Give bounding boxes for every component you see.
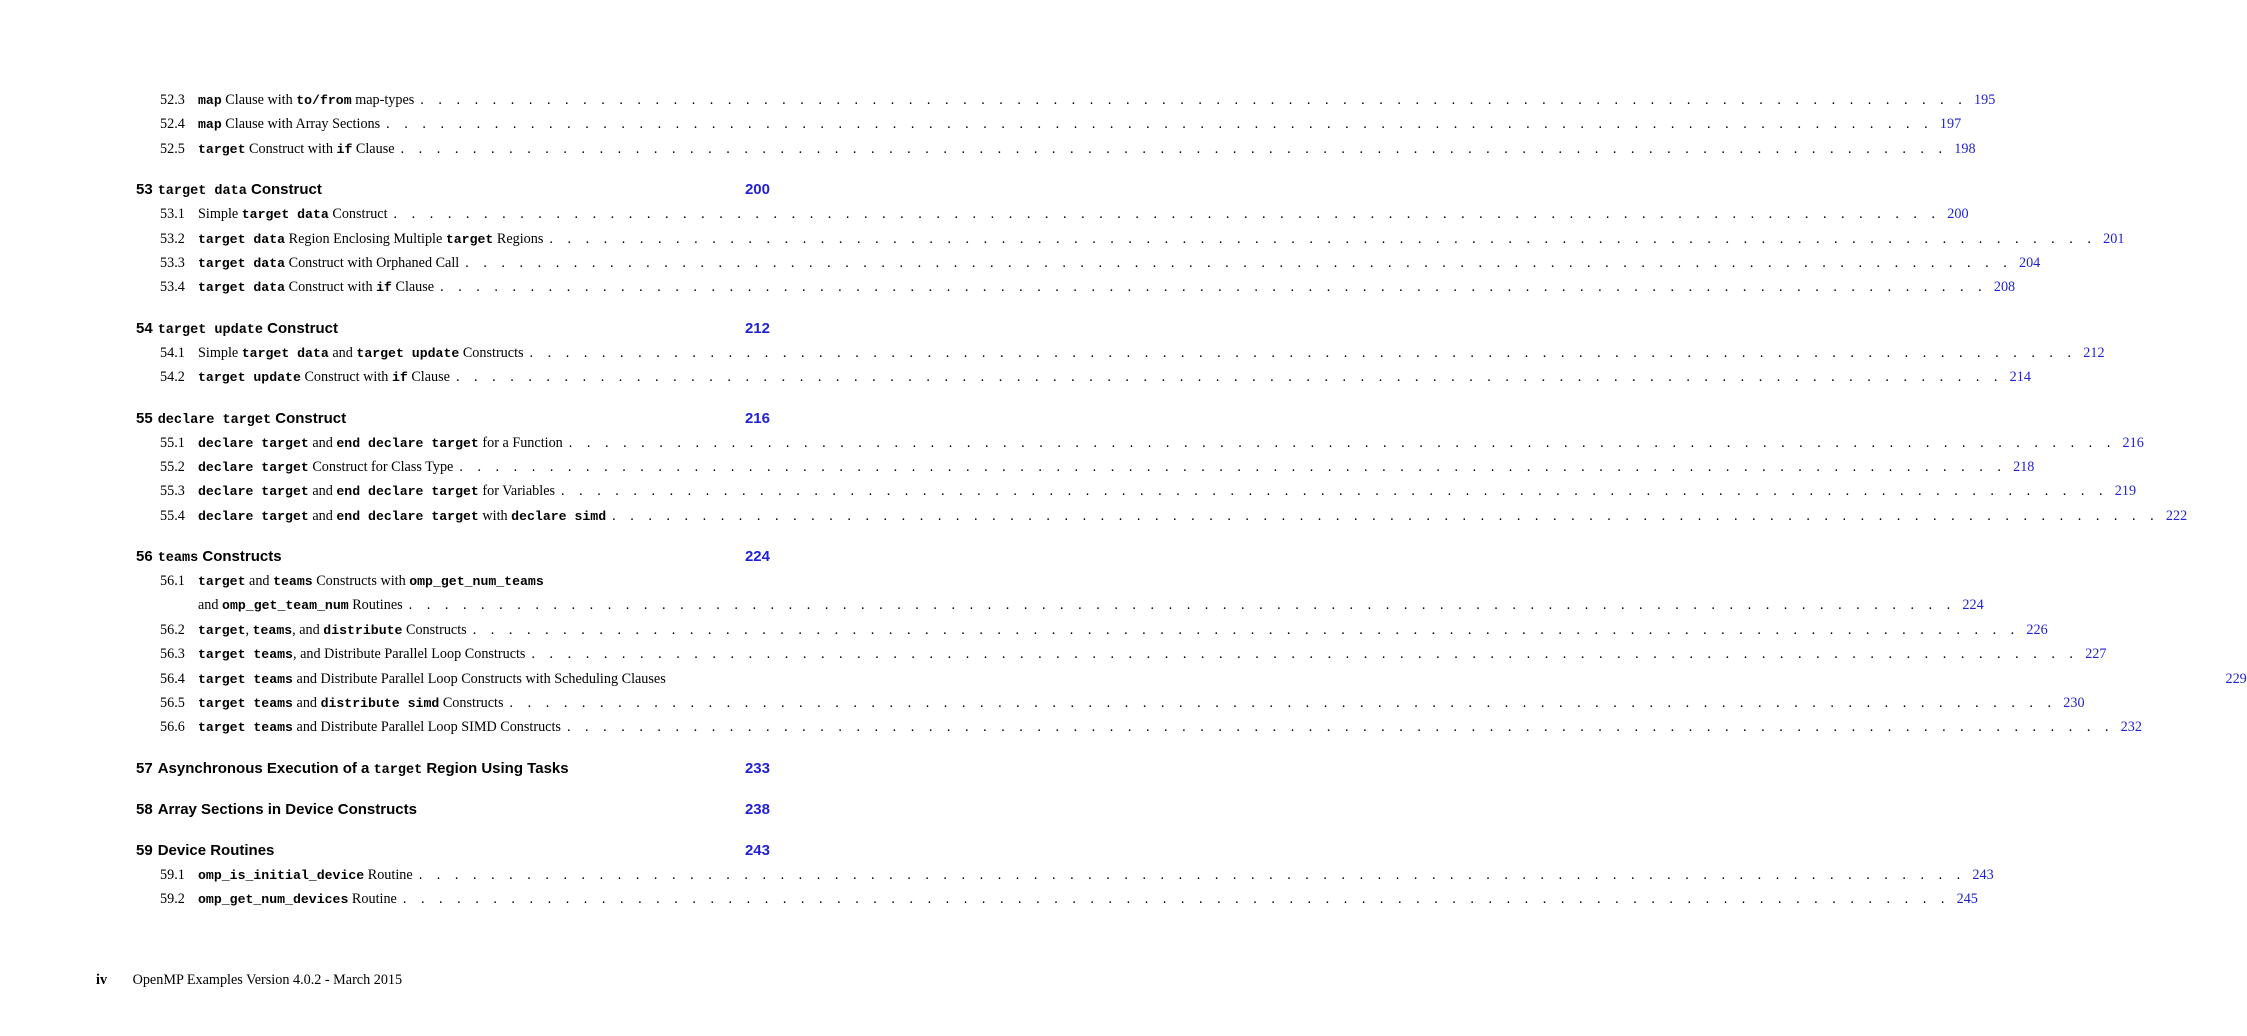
dot-leader: . . . . . . . . . . . . . . . . . . . . . . . . . . . . . . . . . . . . . . . . . . . . . . . . . . . . . . . . . . . . . . . . . . . . . . . . . . . . . . . . . . . . . . [549,230,2097,247]
page-number-link[interactable]: 226 [2026,621,2048,638]
toc-section-entry[interactable] [136,887,1978,911]
title-text: Construct with [285,279,377,296]
toc-section-entry[interactable] [136,88,1996,112]
code-term: if [336,141,353,157]
dot-leader: . . . . . . . . . . . . . . . . . . . . . . . . . . . . . . . . . . . . . . . . . . . . . . . . . . . . . . . . . . . . . . . . . . . . . . . . . . . . . . . . . . . . . . [566,719,2114,736]
toc-chapter-entry[interactable] [136,406,770,431]
dot-leader: . . . . . . . . . . . . . . . . . . . . . . . . . . . . . . . . . . . . . . . . . . . . . . . . . . . . . . . . . . . . . . . . . . . . . . . . . . . . . . . . . . . . . . [531,646,2079,663]
section-number: 55.1 [160,434,185,451]
section-number: 52.3 [160,92,185,108]
section-number: 53.1 [160,206,185,223]
page-number-link[interactable]: 200 [1947,206,1969,223]
title-text: Construct [271,409,347,427]
section-title[interactable] [198,137,395,162]
title-text: Constructs [402,621,467,638]
code-term: target update [198,370,301,386]
toc-section-entry[interactable] [136,202,1969,226]
dot-leader: . . . . . . . . . . . . . . . . . . . . . . . . . . . . . . . . . . . . . . . . . . . . . . . . . . . . . . . . . . . . . . . . . . . . . . . . . . . . . . . . . . . . . . [440,279,1988,296]
toc-chapter-entry[interactable] [136,797,770,822]
title-text: and [308,434,337,451]
chapter-number: 55 [136,409,153,427]
toc-section-entry[interactable] [136,479,2137,503]
toc-section-entry[interactable] [136,251,2041,275]
chapter-title[interactable] [158,756,745,783]
toc-section-entry[interactable] [136,618,2048,642]
title-text: Region Enclosing Multiple [285,230,446,247]
section-number: 54.1 [160,344,185,361]
chapter-title[interactable] [158,544,745,571]
page-number-link[interactable]: 232 [2120,719,2142,736]
code-term: teams [252,622,293,638]
section-number: 53.2 [160,230,185,247]
toc-section-entry[interactable] [136,667,2247,691]
page-number-link[interactable]: 230 [2063,695,2085,712]
page-number-link[interactable]: 201 [2103,230,2125,247]
code-term: omp_get_num_teams [409,574,544,590]
code-term: if [391,370,408,386]
toc-chapter-entry[interactable] [136,544,770,569]
chapter-page-link[interactable]: 212 [744,319,770,337]
title-text: Construct with Orphaned Call [285,254,460,271]
code-term: teams [273,574,313,590]
page-number-link[interactable]: 195 [1974,92,1996,108]
toc-section-entry[interactable] [136,341,2105,365]
toc-section-entry[interactable] [136,275,2016,299]
chapter-page-link[interactable]: 243 [744,841,770,859]
section-number: 56.4 [160,670,185,687]
title-text: Construct with [300,369,392,386]
section-number: 55.3 [160,483,185,500]
dot-leader: . . . . . . . . . . . . . . . . . . . . . . . . . . . . . . . . . . . . . . . . . . . . . . . . . . . . . . . . . . . . . . . . . . . . . . . . . . . . . . . . . . . . . . [472,621,2020,638]
title-text: and [198,597,223,614]
title-text: and [328,344,357,361]
section-title[interactable] [198,202,388,227]
code-term: declare target [198,435,309,451]
code-term: end declare target [336,435,479,451]
code-term: declare target [198,508,309,524]
code-term: target [373,762,423,778]
section-number: 56.3 [160,646,185,663]
title-text: Construct with [245,140,337,157]
code-term: target teams [198,671,293,687]
title-text: with [478,507,512,524]
section-number: 52.5 [160,140,185,157]
page-number-link[interactable]: 197 [1939,116,1962,133]
dot-leader: . . . . . . . . . . . . . . . . . . . . . . . . . . . . . . . . . . . . . . . . . . . . . . . . . . . . . . . . . . . . . . . . . . . . . . . . . . . . . . . . . . . . . . [568,434,2116,451]
toc-section-entry[interactable] [136,455,2035,479]
section-title[interactable] [198,88,414,113]
section-title[interactable] [198,569,544,594]
title-text: Region Using Tasks [422,759,569,777]
title-text: , and Distribute Parallel Loop Constructs [292,646,526,663]
title-text: Clause [391,279,435,296]
page-number-link[interactable]: 227 [2085,646,2107,663]
code-term: target [198,574,246,590]
dot-leader: . . . . . . . . . . . . . . . . . . . . . . . . . . . . . . . . . . . . . . . . . . . . . . . . . . . . . . . . . . . . . . . . . . . . . . . . . . . . . . . . . . . . . . [455,369,2003,386]
footer-text: OpenMP Examples Version 4.0.2 - March 2015 [132,972,403,988]
title-text: Clause [352,140,395,157]
page-number-link[interactable]: 218 [2013,458,2035,475]
title-text: and [292,695,321,712]
toc-chapter-entry[interactable] [136,316,770,341]
code-term: omp_get_num_devices [198,892,349,908]
title-text: Array Sections in Device Constructs [157,800,417,818]
code-term: target teams [198,647,293,663]
code-term: target update [356,345,460,361]
code-term: target [198,141,246,157]
toc-section-entry[interactable] [136,365,2031,389]
section-number: 55.4 [160,507,185,524]
title-text: Constructs with [312,573,410,590]
code-term: omp_get_team_num [222,598,349,614]
title-text: map-types [351,92,415,108]
title-text: Simple [198,206,242,223]
dot-leader: . . . . . . . . . . . . . . . . . . . . . . . . . . . . . . . . . . . . . . . . . . . . . . . . . . . . . . . . . . . . . . . . . . . . . . . . . . . . . . . . . . . . . . [612,507,2160,524]
section-number: 55.2 [160,458,185,475]
section-title[interactable] [198,227,543,252]
section-number: 53.3 [160,254,185,271]
toc-section-entry[interactable] [136,715,2142,739]
dot-leader: . . . . . . . . . . . . . . . . . . . . . . . . . . . . . . . . . . . . . . . . . . . . . . . . . . . . . . . . . . . . . . . . . . . . . . . . . . . . . . . . . . . . . . [529,344,2077,361]
section-number: 53.4 [160,279,185,296]
code-term: declare target [157,412,272,428]
chapter-page-link[interactable]: 224 [744,548,770,566]
code-term: map [198,117,222,133]
code-term: end declare target [336,484,479,500]
dot-leader: . . . . . . . . . . . . . . . . . . . . . . . . . . . . . . . . . . . . . . . . . . . . . . . . . . . . . . . . . . . . . . . . . . . . . . . . . . . . . . . . . . . . . . [509,695,2057,712]
section-title[interactable] [198,479,555,504]
code-term: target data [241,207,329,223]
section-title[interactable] [198,112,380,137]
toc-section-entry[interactable] [136,112,1962,136]
section-title[interactable] [198,455,453,480]
chapter-title[interactable] [158,406,745,433]
code-term: target data [198,280,286,296]
dot-leader: . . . . . . . . . . . . . . . . . . . . . . . . . . . . . . . . . . . . . . . . . . . . . . . . . . . . . . . . . . . . . . . . . . . . . . . . . . . . . . . . . . . . . . [418,866,1966,883]
title-text: Construct for Class Type [308,458,454,475]
chapter-page-link[interactable]: 238 [744,800,770,818]
chapter-number: 58 [136,800,153,818]
chapter-title[interactable] [158,838,745,863]
code-term: omp_is_initial_device [198,867,365,883]
dot-leader: . . . . . . . . . . . . . . . . . . . . . . . . . . . . . . . . . . . . . . . . . . . . . . . . . . . . . . . . . . . . . . . . . . . . . . . . . . . . . . . . . . . . . . [420,92,1968,108]
page-number-link[interactable]: 198 [1954,140,1976,157]
page-number-link[interactable]: 229 [2225,670,2247,687]
section-number: 56.6 [160,719,185,736]
dot-leader: . . . . . . . . . . . . . . . . . . . . . . . . . . . . . . . . . . . . . . . . . . . . . . . . . . . . . . . . . . . . . . . . . . . . . . . . . . . . . . . . . . . . . . [561,483,2109,500]
title-text: Regions [493,230,544,247]
toc-section-entry[interactable] [136,863,1994,887]
section-number: 56.1 [160,573,185,590]
code-term: target data [198,231,286,247]
section-title[interactable] [198,431,563,456]
section-number: 59.1 [160,866,185,883]
section-number: 54.2 [160,369,185,386]
code-term: distribute [323,622,403,638]
chapter-title[interactable] [158,316,745,343]
toc-section-entry[interactable] [136,227,2125,251]
toc-section-entry[interactable] [136,691,2085,715]
title-text: and [308,507,337,524]
chapter-number: 54 [136,319,153,337]
page-number-link[interactable]: 212 [2083,344,2105,361]
section-title[interactable] [198,715,561,740]
title-text: , [245,621,253,638]
title-text: Device Routines [157,841,275,859]
title-text: and Distribute Parallel Loop Constructs with Scheduling Clauses [292,670,666,687]
page-number-link[interactable]: 208 [1993,279,2016,296]
code-term: declare simd [511,508,607,524]
toc-section-entry[interactable] [136,504,2188,528]
code-term: teams [157,551,199,567]
page-number-link[interactable]: 245 [1956,891,1978,908]
title-text: Simple [198,344,242,361]
title-text: Construct [328,206,388,223]
section-title[interactable] [198,667,666,692]
chapter-page-link[interactable]: 233 [744,759,770,777]
section-number: 52.4 [160,116,185,133]
title-text: Routine [348,891,397,908]
section-title[interactable] [198,341,524,366]
toc-section-entry[interactable] [136,569,770,593]
dot-leader: . . . . . . . . . . . . . . . . . . . . . . . . . . . . . . . . . . . . . . . . . . . . . . . . . . . . . . . . . . . . . . . . . . . . . . . . . . . . . . . . . . . . . . [459,458,2007,475]
code-term: target [198,622,246,638]
section-title[interactable] [198,863,413,888]
section-title[interactable] [198,618,467,643]
code-term: distribute simd [320,696,440,712]
toc-section-entry[interactable] [136,431,2144,455]
chapter-page-link[interactable]: 216 [744,409,770,427]
code-term: declare target [198,459,309,475]
table-of-contents [136,88,2247,912]
title-text: for Variables [478,483,556,500]
section-title[interactable] [198,275,434,300]
chapter-number: 57 [136,759,153,777]
chapter-title[interactable] [158,177,745,204]
section-title[interactable] [198,691,504,716]
title-text: and Distribute Parallel Loop SIMD Constructs [292,719,561,736]
title-text: Routines [348,597,403,614]
toc-chapter-entry[interactable] [136,838,770,863]
title-text: Clause with [221,92,297,108]
title-text: Construct [263,319,339,337]
section-title[interactable] [198,504,606,529]
code-term: target teams [198,720,293,736]
title-text: Asynchronous Execution of a [157,759,374,777]
code-term: target data [198,255,286,271]
toc-chapter-entry[interactable] [136,177,770,202]
chapter-number: 56 [136,548,153,566]
page-number-link[interactable]: 204 [2018,254,2041,271]
section-number: 56.2 [160,621,185,638]
toc-section-entry[interactable] [136,642,2107,666]
section-number: 59.2 [160,891,185,908]
page-number-link[interactable]: 219 [2114,483,2137,500]
code-term: target [445,231,494,247]
title-text: Constructs [439,695,504,712]
title-text: and [245,573,274,590]
title-text: Clause with Array Sections [221,116,381,133]
code-term: target update [157,322,264,338]
chapter-page-link[interactable]: 200 [744,181,770,199]
page-number-link[interactable]: 243 [1972,866,1994,883]
page-number-link[interactable]: 224 [1962,597,1984,614]
toc-section-entry[interactable] [136,593,1984,617]
page-number-link[interactable]: 216 [2122,434,2144,451]
code-term: target data [157,184,247,200]
page-footer [96,972,402,989]
title-text: and [308,483,337,500]
code-term: target teams [198,696,293,712]
page-number-link[interactable]: 214 [2009,369,2031,386]
chapter-number: 53 [136,181,153,199]
code-term: to/from [296,93,352,108]
page-number-link[interactable]: 222 [2165,507,2188,524]
chapter-number: 59 [136,841,153,859]
footer-page-number: iv [96,972,108,988]
code-term: if [376,280,392,296]
title-text: for a Function [478,434,563,451]
dot-leader: . . . . . . . . . . . . . . . . . . . . . . . . . . . . . . . . . . . . . . . . . . . . . . . . . . . . . . . . . . . . . . . . . . . . . . . . . . . . . . . . . . . . . . [465,254,2013,271]
title-text: Construct [246,181,322,199]
toc-chapter-entry[interactable] [136,756,770,781]
section-title[interactable] [198,365,450,390]
code-term: target data [241,345,329,361]
toc-section-entry[interactable] [136,137,1976,161]
title-text: Routine [364,866,413,883]
code-term: end declare target [336,508,479,524]
title-text: Constructs [459,344,524,361]
dot-leader: . . . . . . . . . . . . . . . . . . . . . . . . . . . . . . . . . . . . . . . . . . . . . . . . . . . . . . . . . . . . . . . . . . . . . . . . . . . . . . . . . . . . . . [393,206,1941,223]
code-term: declare target [198,484,309,500]
title-text: , and [292,621,324,638]
dot-leader: . . . . . . . . . . . . . . . . . . . . . . . . . . . . . . . . . . . . . . . . . . . . . . . . . . . . . . . . . . . . . . . . . . . . . . . . . . . . . . . . . . . . . . [402,891,1950,908]
dot-leader: . . . . . . . . . . . . . . . . . . . . . . . . . . . . . . . . . . . . . . . . . . . . . . . . . . . . . . . . . . . . . . . . . . . . . . . . . . . . . . . . . . . . . . [408,597,1956,614]
code-term: map [198,93,222,108]
dot-leader: . . . . . . . . . . . . . . . . . . . . . . . . . . . . . . . . . . . . . . . . . . . . . . . . . . . . . . . . . . . . . . . . . . . . . . . . . . . . . . . . . . . . . . [400,140,1948,157]
section-title[interactable] [198,642,525,667]
title-text: Clause [407,369,450,386]
section-title[interactable] [198,251,459,276]
section-title[interactable] [198,593,403,618]
section-number: 56.5 [160,695,185,712]
dot-leader: . . . . . . . . . . . . . . . . . . . . . . . . . . . . . . . . . . . . . . . . . . . . . . . . . . . . . . . . . . . . . . . . . . . . . . . . . . . . . . . . . . . . . . [386,116,1934,133]
section-title[interactable] [198,887,397,912]
title-text: Constructs [198,548,282,566]
chapter-title[interactable] [158,797,745,822]
